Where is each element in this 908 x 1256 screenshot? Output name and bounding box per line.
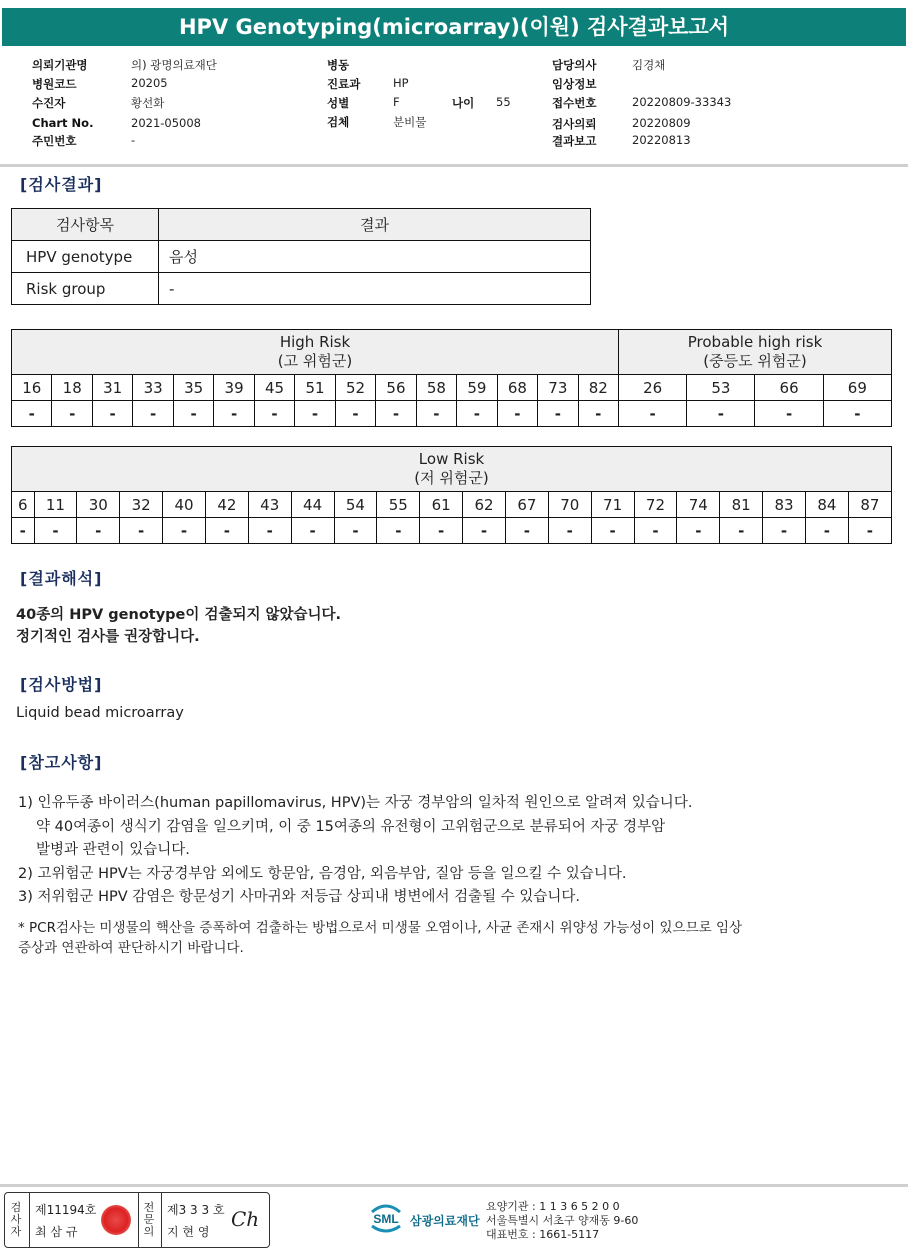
footnote-line: * PCR검사는 미생물의 핵산을 증폭하여 검출하는 방법으로서 미생물 오염이나, 사균 존재시 위양성 가능성이 있으므로 임상: [18, 920, 743, 936]
genotype-label: 30: [77, 492, 120, 518]
genotype-value: -: [420, 518, 463, 544]
genotype-value: -: [335, 401, 375, 427]
genotype-label: 70: [548, 492, 591, 518]
genotype-value: -: [505, 518, 548, 544]
genotype-value: -: [248, 518, 291, 544]
genotype-label: 11: [34, 492, 77, 518]
table-row: [12, 518, 892, 544]
table-row: [12, 273, 591, 305]
note-line: 약 40여종이 생식기 감염을 일으키며, 이 중 15여종의 유전형이 고위험군으로 분류되어 자궁 경부암: [36, 818, 666, 835]
genotype-label: 55: [377, 492, 420, 518]
interpretation-prefix: 40종의: [16, 607, 70, 623]
genotype-label: 42: [205, 492, 248, 518]
info-value: 분비물: [393, 115, 427, 129]
genotype-value: -: [12, 401, 52, 427]
genotype-value: -: [755, 401, 823, 427]
interpretation-recommendation: 정기적인 검사를 권장합니다.: [16, 629, 200, 645]
header-divider: [0, 164, 908, 167]
high-risk-subtitle: (고 위험군): [277, 352, 353, 370]
genotype-value: -: [163, 518, 206, 544]
info-value: 20220813: [632, 133, 691, 147]
result-item: HPV genotype: [12, 241, 159, 273]
note-line: 1) 인유두종 바이러스(human papillomavirus, HPV)는 자궁 경부암의 일차적 원인으로 알려져 있습니다.: [18, 795, 693, 811]
genotype-value: -: [120, 518, 163, 544]
info-label: 의뢰기관명: [32, 58, 88, 72]
info-value: 황선화: [131, 96, 165, 110]
approver-license: 제3 3 3 호: [167, 1203, 225, 1217]
section-title-reference: [참고사항]: [20, 753, 103, 772]
age-label: 나이: [452, 96, 475, 110]
reference-notes: [18, 792, 888, 910]
info-label: 성별: [327, 96, 350, 110]
interpretation-suffix: 이 검출되지 않았습니다.: [185, 607, 342, 623]
institution-info: [486, 1200, 638, 1242]
info-label: 주민번호: [32, 134, 77, 148]
info-label: 진료과: [327, 77, 361, 91]
genotype-label: 74: [677, 492, 720, 518]
genotype-label: 62: [463, 492, 506, 518]
genotype-value: -: [463, 518, 506, 544]
footer-divider: [0, 1184, 908, 1187]
genotype-label: 71: [591, 492, 634, 518]
footnote-line: 증상과 연관하여 판단하시기 바랍니다.: [18, 940, 244, 956]
section-title-result: [검사결과]: [20, 175, 103, 194]
genotype-label: 54: [334, 492, 377, 518]
genotype-label: 68: [497, 375, 537, 401]
genotype-label: 73: [538, 375, 578, 401]
genotype-value: -: [677, 518, 720, 544]
genotype-value: -: [92, 401, 132, 427]
method-text: Liquid bead microarray: [16, 705, 184, 721]
genotype-label: 6: [12, 492, 35, 518]
info-label: 임상정보: [552, 77, 597, 91]
genotype-label: 67: [505, 492, 548, 518]
genotype-label: 18: [52, 375, 92, 401]
genotype-value: -: [634, 518, 677, 544]
genotype-label: 35: [173, 375, 213, 401]
low-risk-subtitle: (저 위험군): [414, 469, 489, 487]
info-value: 의) 광명의료재단: [131, 58, 217, 72]
genotype-value: -: [805, 518, 848, 544]
genotype-label: 66: [755, 375, 823, 401]
genotype-value: -: [376, 401, 416, 427]
approver-name: 지 현 영: [167, 1225, 210, 1239]
low-risk-title: Low Risk: [418, 450, 485, 468]
approver-label: 전 문 의: [143, 1201, 155, 1238]
info-label: 담당의사: [552, 58, 597, 72]
genotype-value: -: [823, 401, 891, 427]
info-label: 검사의뢰: [552, 117, 597, 131]
genotype-value: -: [205, 518, 248, 544]
result-header-item: 검사항목: [12, 209, 159, 241]
genotype-value: -: [848, 518, 891, 544]
info-label: 병동: [327, 58, 350, 72]
signature-box: [4, 1192, 270, 1248]
info-value: 2021-05008: [131, 116, 201, 130]
genotype-value: -: [291, 518, 334, 544]
result-value: -: [159, 273, 591, 305]
info-label: 수진자: [32, 96, 66, 110]
info-value: HP: [393, 76, 409, 90]
genotype-label: 58: [416, 375, 456, 401]
genotype-value: -: [457, 401, 497, 427]
genotype-label: 32: [120, 492, 163, 518]
result-header-result: 결과: [159, 209, 591, 241]
genotype-value: -: [12, 518, 35, 544]
report-title: HPV Genotyping(microarray)(이원) 검사결과보고서: [2, 8, 906, 46]
genotype-value: -: [763, 518, 806, 544]
section-title-method: [검사방법]: [20, 675, 103, 694]
genotype-label: 40: [163, 492, 206, 518]
table-row: [12, 241, 591, 273]
probable-risk-subtitle: (중등도 위험군): [703, 352, 807, 370]
note-line: 2) 고위험군 HPV는 자궁경부암 외에도 항문암, 음경암, 외음부암, 질암 등을 일으킬 수 있습니다.: [18, 865, 627, 882]
genotype-label: 69: [823, 375, 891, 401]
info-value: 20205: [131, 76, 168, 90]
genotype-value: -: [214, 401, 254, 427]
info-value: 김경채: [632, 58, 666, 72]
genotype-label: 87: [848, 492, 891, 518]
genotype-value: -: [52, 401, 92, 427]
info-label: 결과보고: [552, 134, 597, 148]
org-name: 삼광의료재단: [410, 1214, 480, 1228]
genotype-value: -: [416, 401, 456, 427]
genotype-value: -: [377, 518, 420, 544]
tester-name: 최 삼 규: [35, 1225, 78, 1239]
genotype-value: -: [173, 401, 213, 427]
low-risk-table: [11, 446, 892, 544]
genotype-value: -: [687, 401, 755, 427]
genotype-label: 83: [763, 492, 806, 518]
genotype-label: 59: [457, 375, 497, 401]
genotype-label: 56: [376, 375, 416, 401]
genotype-value: -: [720, 518, 763, 544]
interpretation-text: [16, 604, 341, 648]
result-value: 음성: [159, 241, 591, 273]
probable-risk-header: [619, 330, 892, 375]
genotype-label: 26: [619, 375, 687, 401]
high-risk-header: [12, 330, 619, 375]
info-value: 20220809: [632, 116, 691, 130]
institution-address: 서울특별시 서초구 양재동 9-60: [486, 1214, 639, 1227]
sml-logo-icon: [366, 1198, 406, 1238]
note-line: 3) 저위험군 HPV 감염은 항문성기 사마귀와 저등급 상피내 병변에서 검출될 수 있습니다.: [18, 889, 580, 905]
genotype-value: -: [497, 401, 537, 427]
genotype-value: -: [538, 401, 578, 427]
logo-text: SML: [373, 1212, 399, 1226]
section-title-interpretation: [결과해석]: [20, 569, 103, 588]
genotype-value: -: [77, 518, 120, 544]
genotype-value: -: [591, 518, 634, 544]
genotype-label: 51: [295, 375, 335, 401]
tester-label: 검 사 자: [10, 1201, 22, 1238]
genotype-label: 61: [420, 492, 463, 518]
pcr-footnote: [18, 918, 888, 958]
genotype-label: 82: [578, 375, 618, 401]
genotype-value: -: [578, 401, 618, 427]
genotype-value: -: [133, 401, 173, 427]
result-table: [11, 208, 591, 305]
genotype-value: -: [619, 401, 687, 427]
info-label: 접수번호: [552, 96, 597, 110]
genotype-label: 44: [291, 492, 334, 518]
genotype-label: 43: [248, 492, 291, 518]
genotype-label: 33: [133, 375, 173, 401]
info-label: 병원코드: [32, 77, 77, 91]
genotype-value: -: [34, 518, 77, 544]
table-row: [12, 375, 892, 401]
institution-phone: 대표번호 : 1661-5117: [486, 1228, 600, 1241]
age-value: 55: [496, 95, 511, 109]
signature: Ch: [231, 1207, 260, 1231]
genotype-label: 72: [634, 492, 677, 518]
info-value: 20220809-33343: [632, 95, 732, 109]
table-row: [12, 401, 892, 427]
info-value: F: [393, 95, 400, 109]
institution-code: 요양기관 : 1 1 3 6 5 2 0 0: [486, 1200, 620, 1213]
genotype-label: 53: [687, 375, 755, 401]
genotype-label: 16: [12, 375, 52, 401]
genotype-value: -: [295, 401, 335, 427]
genotype-label: 45: [254, 375, 294, 401]
low-risk-header: [12, 447, 892, 492]
genotype-label: 52: [335, 375, 375, 401]
info-value: -: [131, 133, 136, 147]
genotype-label: 39: [214, 375, 254, 401]
table-row: [12, 492, 892, 518]
genotype-label: 31: [92, 375, 132, 401]
probable-risk-title: Probable high risk: [687, 333, 823, 351]
genotype-label: 81: [720, 492, 763, 518]
info-label: Chart No.: [32, 116, 94, 130]
genotype-value: -: [254, 401, 294, 427]
interpretation-genotype: HPV genotype: [69, 607, 186, 623]
genotype-label: 84: [805, 492, 848, 518]
high-risk-table: [11, 329, 892, 427]
info-label: 검체: [327, 115, 350, 129]
note-line: 발병과 관련이 있습니다.: [36, 842, 190, 858]
tester-license: 제11194호: [35, 1203, 97, 1217]
high-risk-title: High Risk: [279, 333, 351, 351]
patient-info: [0, 56, 908, 166]
genotype-value: -: [334, 518, 377, 544]
result-item: Risk group: [12, 273, 159, 305]
genotype-value: -: [548, 518, 591, 544]
seal-stamp: [101, 1205, 131, 1235]
